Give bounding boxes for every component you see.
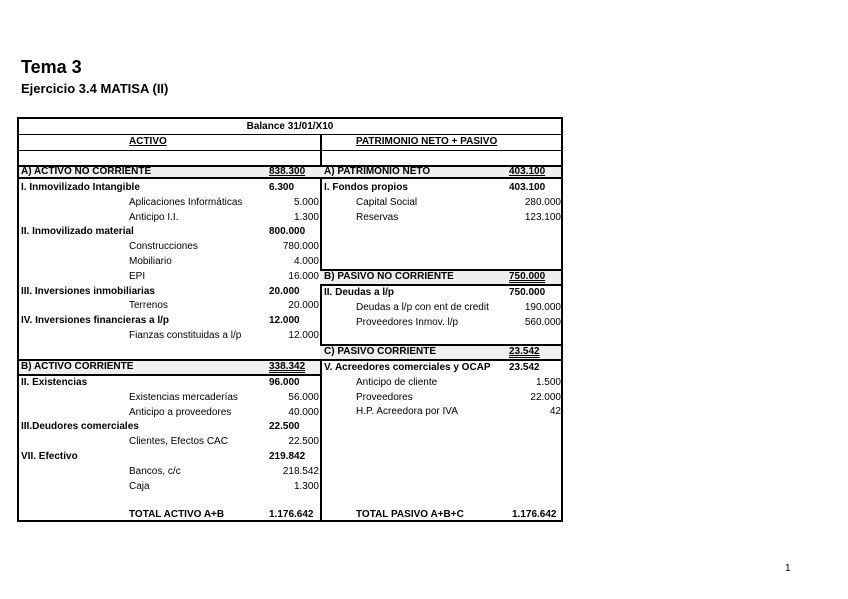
row-label: III.Deudores comerciales xyxy=(21,421,139,433)
total-pasivo-value: 1.176.642 xyxy=(512,509,557,520)
row-label: Proveedores Inmov. l/p xyxy=(356,316,459,328)
row-label: Mobiliario xyxy=(129,256,172,267)
row-value: 20.000 xyxy=(269,285,300,297)
row-label: Proveedores xyxy=(356,391,413,403)
row-value: 1.500 xyxy=(535,376,561,388)
row-value: 123.100 xyxy=(524,211,561,223)
row-label: Deudas a l/p con ent de credit xyxy=(356,301,489,313)
ac-label: B) ACTIVO CORRIENTE xyxy=(21,361,134,372)
row-value: 40.000 xyxy=(288,406,319,418)
row-value: 56.000 xyxy=(288,391,319,403)
row-label: Terrenos xyxy=(129,300,168,312)
row-value: 403.100 xyxy=(509,182,546,193)
row-label: V. Acreedores comerciales y OCAP xyxy=(324,362,491,373)
pasivo-header: PATRIMONIO NETO + PASIVO xyxy=(356,136,498,147)
row-value: 190.000 xyxy=(524,301,561,313)
page-title: Tema 3 xyxy=(21,57,82,77)
row-label: II. Existencias xyxy=(21,377,88,388)
row-label: Reservas xyxy=(356,211,399,223)
row-label: Aplicaciones Informáticas xyxy=(129,196,243,208)
row-label: Anticipo I.I. xyxy=(129,211,179,223)
row-value: 22.500 xyxy=(269,421,300,433)
row-label: II. Deudas a l/p xyxy=(324,287,395,298)
row-label: Capital Social xyxy=(356,196,418,208)
anc-value: 838.300 xyxy=(269,166,306,177)
row-label: Fianzas constituidas a l/p xyxy=(129,330,242,341)
row-value: 5.000 xyxy=(293,196,319,208)
row-label: EPI xyxy=(129,270,146,282)
row-value: 4.000 xyxy=(293,256,319,267)
row-value: 22.500 xyxy=(288,436,319,448)
row-label: I. Inmovilizado Intangible xyxy=(21,182,140,193)
pn-value: 403.100 xyxy=(509,166,546,177)
row-value: 23.542 xyxy=(509,362,540,373)
row-label: Clientes, Efectos CAC xyxy=(129,436,228,448)
pnc-label: B) PASIVO NO CORRIENTE xyxy=(324,271,454,282)
anc-label: A) ACTIVO NO CORRIENTE xyxy=(21,166,152,177)
row-label: Existencias mercaderías xyxy=(129,391,238,403)
row-label: H.P. Acreedora por IVA xyxy=(356,406,458,418)
pnc-value: 750.000 xyxy=(509,271,546,282)
exercise-subtitle: Ejercicio 3.4 MATISA (II) xyxy=(21,81,169,96)
row-label: IV. Inversiones financieras a l/p xyxy=(21,315,170,327)
row-value: 1.300 xyxy=(293,480,319,492)
row-label: III. Inversiones inmobiliarias xyxy=(21,285,155,297)
row-value: 280.000 xyxy=(524,196,561,208)
row-value: 219.842 xyxy=(269,451,306,462)
pc-label: C) PASIVO CORRIENTE xyxy=(324,346,437,357)
balance-sheet-table xyxy=(17,117,563,522)
row-value: 12.000 xyxy=(288,330,319,341)
row-label: II. Inmovilizado material xyxy=(21,226,134,238)
ac-value: 338.342 xyxy=(269,361,306,372)
row-label: I. Fondos propios xyxy=(324,182,408,193)
activo-header: ACTIVO xyxy=(129,136,167,147)
row-value: 800.000 xyxy=(269,226,306,238)
pn-label: A) PATRIMONIO NETO xyxy=(324,166,431,177)
row-value: 780.000 xyxy=(282,241,319,253)
row-value: 16.000 xyxy=(288,270,319,282)
row-label: Construcciones xyxy=(129,241,198,253)
row-label: Bancos, c/c xyxy=(129,465,181,477)
total-activo-label: TOTAL ACTIVO A+B xyxy=(129,509,225,520)
row-value: 42 xyxy=(549,406,561,418)
total-pasivo-label: TOTAL PASIVO A+B+C xyxy=(356,509,464,520)
row-label: Anticipo a proveedores xyxy=(129,406,232,418)
balance-caption: Balance 31/01/X10 xyxy=(246,121,334,132)
row-label: VII. Efectivo xyxy=(21,451,78,462)
row-value: 12.000 xyxy=(269,315,300,327)
row-value: 22.000 xyxy=(530,391,561,403)
row-value: 560.000 xyxy=(524,316,561,328)
row-value: 1.300 xyxy=(293,211,319,223)
row-value: 6.300 xyxy=(269,182,295,193)
row-value: 96.000 xyxy=(269,377,300,388)
row-value: 20.000 xyxy=(288,300,319,312)
pc-value: 23.542 xyxy=(509,346,540,357)
page-number: 1 xyxy=(785,563,791,574)
row-label: Caja xyxy=(129,480,150,492)
row-label: Anticipo de cliente xyxy=(356,376,438,388)
row-value: 218.542 xyxy=(282,465,319,477)
row-value: 750.000 xyxy=(509,287,546,298)
total-activo-value: 1.176.642 xyxy=(269,509,314,520)
